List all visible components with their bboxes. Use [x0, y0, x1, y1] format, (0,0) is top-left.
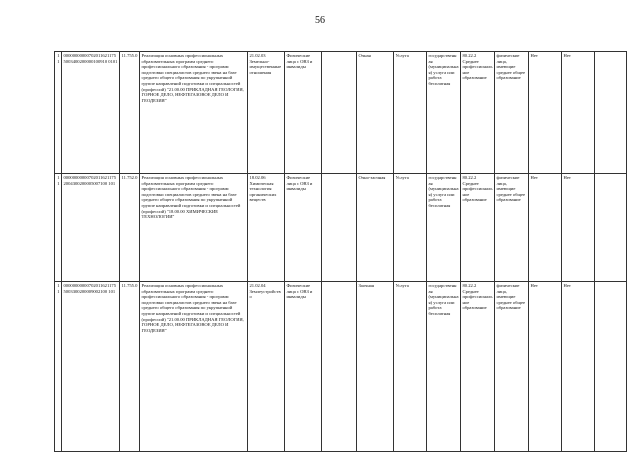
service-type: Услуга: [394, 52, 427, 174]
table-row: [55, 282, 627, 452]
service-name: Реализация основных профессиональных образовательных программ среднего профессионального образования - программ подготовки специалистов среднего звена на базе среднего общего образования по укрупненной группе направлений подготовки и специальностей (профессий) "21.00.00 ПРИКЛАДНАЯ ГЕОЛОГИЯ, ГОРНОЕ ДЕЛО, НЕФТЕГАЗОВОЕ ДЕЛО И ГЕОДЕЗИЯ": [140, 282, 248, 452]
service-kind-code: 11.755.0: [120, 282, 140, 452]
service-kind-code: 11.752.0: [120, 174, 140, 282]
row-number: 11: [55, 52, 62, 174]
consumer-category: Физические лица с ОВЗ и инвалиды: [285, 52, 322, 174]
flag-cell: Нет: [562, 282, 595, 452]
flag-cell: Нет: [529, 282, 562, 452]
specialty: 18.02.06 Химическая технология органических веществ: [248, 174, 285, 282]
table-row: [55, 174, 627, 282]
empty-cell: [322, 174, 357, 282]
education-form: Заочная: [357, 282, 394, 452]
flag-cell: Нет: [529, 174, 562, 282]
specialty: 21.02.03 Земельно-имущественные отношения: [248, 52, 285, 174]
fee-status: государственная (муниципальная) услуга или работа бесплатная: [427, 52, 461, 174]
registry-table: [54, 51, 627, 452]
empty-cell: [595, 174, 627, 282]
service-type: Услуга: [394, 174, 427, 282]
row-number: 11: [55, 282, 62, 452]
recipients: физические лица, имеющие среднее общее образование: [495, 52, 529, 174]
education-level: 80.22.2 Среднее профессиональное образование: [461, 282, 495, 452]
page-number: 56: [315, 15, 325, 26]
flag-cell: Нет: [529, 52, 562, 174]
empty-cell: [595, 52, 627, 174]
registry-code: 000000000007020116211755003400200000100910 0101: [62, 52, 120, 174]
service-kind-code: 11.755.0: [120, 52, 140, 174]
flag-cell: Нет: [562, 52, 595, 174]
empty-cell: [322, 52, 357, 174]
education-level: 80.22.2 Среднее профессиональное образование: [461, 174, 495, 282]
education-level: 80.22.2 Среднее профессиональное образование: [461, 52, 495, 174]
fee-status: государственная (муниципальная) услуга или работа бесплатная: [427, 282, 461, 452]
education-form: Очная: [357, 52, 394, 174]
row-number: 11: [55, 174, 62, 282]
education-form: Очно-заочная: [357, 174, 394, 282]
consumer-category: Физические лица с ОВЗ и инвалиды: [285, 174, 322, 282]
table-row: [55, 52, 627, 174]
flag-cell: Нет: [562, 174, 595, 282]
service-type: Услуга: [394, 282, 427, 452]
empty-cell: [322, 282, 357, 452]
service-name: Реализация основных профессиональных образовательных программ среднего профессионального образования - программ подготовки специалистов среднего звена на базе среднего общего образования по укрупненной группе направлений подготовки и специальностей (профессий) "21.00.00 ПРИКЛАДНАЯ ГЕОЛОГИЯ, ГОРНОЕ ДЕЛО, НЕФТЕГАЗОВОЕ ДЕЛО И ГЕОДЕЗИЯ": [140, 52, 248, 174]
consumer-category: Физические лица с ОВЗ и инвалиды: [285, 282, 322, 452]
registry-code: 000000000007020116211755003300200009002100 101: [62, 282, 120, 452]
registry-code: 000000000007020116211752004300200005007100 101: [62, 174, 120, 282]
fee-status: государственная (муниципальная) услуга или работа бесплатная: [427, 174, 461, 282]
recipients: физические лица, имеющие среднее общее образование: [495, 282, 529, 452]
service-name: Реализация основных профессиональных образовательных программ среднего профессионального образования - программ подготовки специалистов среднего звена на базе среднего общего образования по укрупненной группе направлений подготовки и специальностей (профессий) "18.00.00 ХИМИЧЕСКИЕ ТЕХНОЛОГИИ": [140, 174, 248, 282]
specialty: 21.02.04 Землеустройство: [248, 282, 285, 452]
recipients: физические лица, имеющие среднее общее образование: [495, 174, 529, 282]
empty-cell: [595, 282, 627, 452]
